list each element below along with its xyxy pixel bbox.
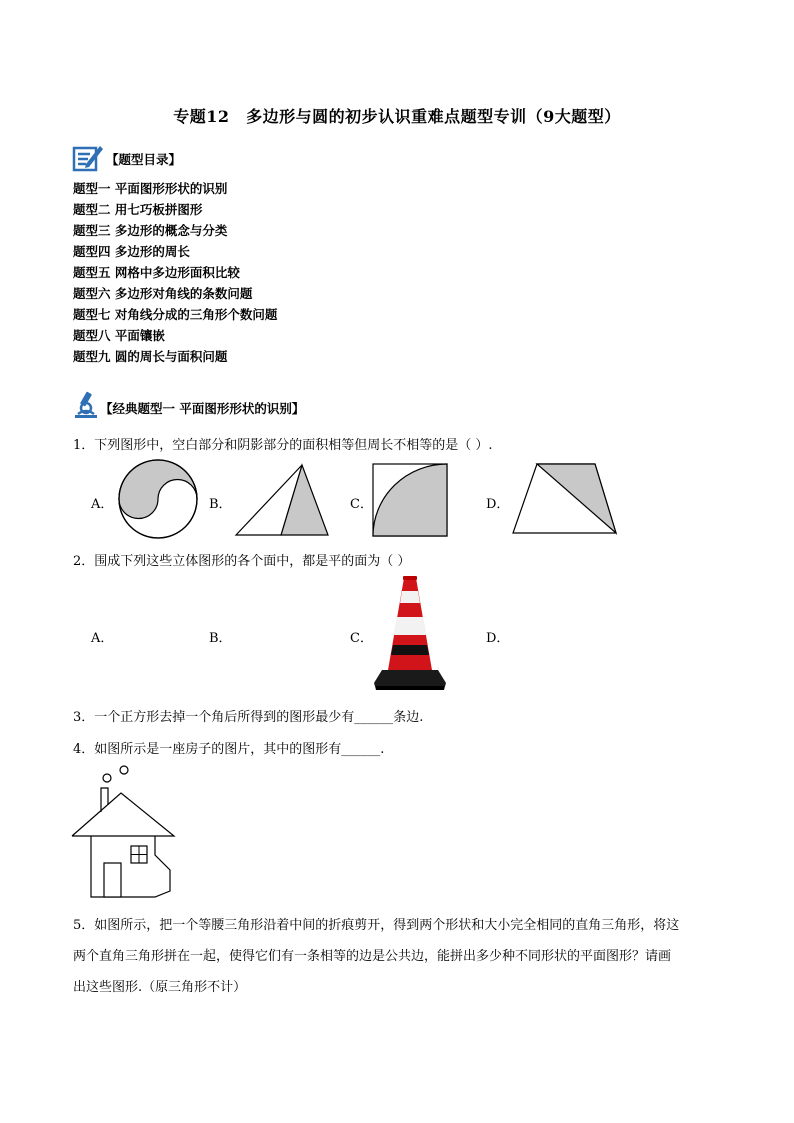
toc-item-6[interactable]: 题型六 多边形对角线的条数问题 [73, 286, 253, 301]
toc-item-1[interactable]: 题型一 平面图形形状的识别 [73, 181, 228, 196]
square-quarter-circle-figure [372, 463, 448, 537]
page-title: 专题12 多边形与圆的初步认识重难点题型专训（9大题型） [173, 107, 621, 126]
toc-item-2[interactable]: 题型二 用七巧板拼图形 [73, 202, 203, 217]
toc-item-9[interactable]: 题型九 圆的周长与面积问题 [73, 349, 228, 364]
question-4-text: 4．如图所示是一座房子的图片，其中的图形有______. [73, 742, 385, 757]
q1-option-d[interactable]: D． [486, 497, 510, 512]
question-5-line1: 5．如图所示，把一个等腰三角形沿着中间的折痕剪开，得到两个形状和大小完全相同的直角三角形，将这 [73, 918, 680, 933]
toc-list [73, 178, 277, 367]
trapezoid-figure [512, 463, 618, 535]
q2-option-c[interactable]: C． [350, 631, 373, 646]
question-1-text: 1．下列图形中，空白部分和阴影部分的面积相等但周长不相等的是（ ）. [73, 438, 493, 453]
toc-header: 【题型目录】 [106, 152, 182, 167]
question-5-line3: 出这些图形.（原三角形不计） [73, 980, 247, 995]
q2-option-a[interactable]: A． [91, 631, 114, 646]
section1-header: 【经典题型一 平面图形形状的识别】 [100, 401, 305, 416]
question-2-text: 2．围成下列这些立体图形的各个面中，都是平的面为（ ） [73, 554, 411, 569]
toc-item-3[interactable]: 题型三 多边形的概念与分类 [73, 223, 228, 238]
microscope-icon [72, 390, 100, 420]
q1-option-b[interactable]: B． [209, 497, 232, 512]
question-3-text: 3．一个正方形去掉一个角后所得到的图形最少有______条边. [73, 710, 424, 725]
toc-item-8[interactable]: 题型八 平面镶嵌 [73, 328, 165, 343]
question-5-line2: 两个直角三角形拼在一起，使得它们有一条相等的边是公共边，能拼出多少种不同形状的平面图形？请画 [73, 949, 672, 964]
q2-option-b[interactable]: B． [209, 631, 232, 646]
q1-option-a[interactable]: A． [91, 497, 114, 512]
toc-item-4[interactable]: 题型四 多边形的周长 [73, 244, 190, 259]
toc-item-5[interactable]: 题型五 网格中多边形面积比较 [73, 265, 240, 280]
toc-item-7[interactable]: 题型七 对角线分成的三角形个数问题 [73, 307, 278, 322]
split-triangle-figure [235, 463, 330, 537]
q1-option-c[interactable]: C． [350, 497, 373, 512]
notepad-pencil-icon [72, 142, 104, 172]
traffic-cone-image [372, 575, 448, 693]
yin-yang-figure [118, 459, 198, 539]
house-figure [70, 765, 178, 900]
q2-option-d[interactable]: D． [486, 631, 510, 646]
